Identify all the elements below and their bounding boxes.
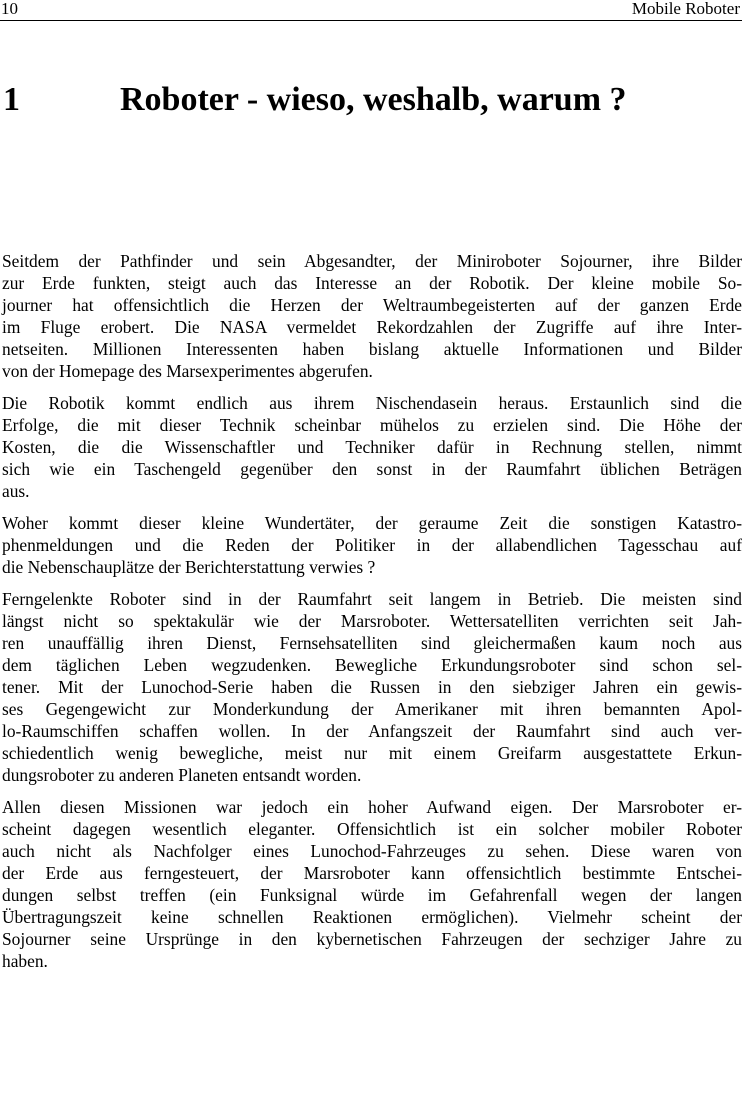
text-line: Seitdem der Pathfinder und sein Abgesandter, der Miniroboter Sojourner, ihre Bilder bbox=[2, 251, 742, 271]
text-line: aus. bbox=[2, 481, 30, 501]
paragraph bbox=[2, 392, 742, 502]
text-line: schiedentlich wenig bewegliche, meist nur mit einem Greifarm ausgestattete Erkun- bbox=[2, 743, 742, 763]
text-line: längst nicht so spektakulär wie der Marsroboter. Wettersatelliten verrichten seit Jah- bbox=[2, 611, 742, 631]
text-line: Sojourner seine Ursprünge in den kybernetischen Fahrzeugen der sechziger Jahre zu bbox=[2, 929, 742, 949]
text-line: sich wie ein Taschengeld gegenüber den sonst in der Raumfahrt üblichen Beträgen bbox=[2, 459, 742, 479]
text-line: der Erde aus ferngesteuert, der Marsroboter kann offensichtlich bestimmte Entschei- bbox=[2, 863, 742, 883]
paragraph bbox=[2, 796, 742, 972]
text-line: dem täglichen Leben wegzudenken. Bewegliche Erkundungsroboter sind schon sel- bbox=[2, 655, 742, 675]
paragraph bbox=[2, 588, 742, 786]
text-line: dungen selbst treffen (ein Funksignal würde im Gefahrenfall wegen der langen bbox=[2, 885, 742, 905]
paragraph bbox=[2, 250, 742, 382]
paragraph bbox=[2, 512, 742, 578]
chapter-title: Roboter - wieso, weshalb, warum ? bbox=[120, 81, 627, 118]
text-line: dungsroboter zu anderen Planeten entsandt worden. bbox=[2, 765, 362, 785]
text-line: lo-Raumschiffen schaffen wollen. In der Anfangszeit der Raumfahrt sind auch ver- bbox=[2, 721, 742, 741]
text-line: netseiten. Millionen Interessenten haben bislang aktuelle Informationen und Bilder bbox=[2, 339, 742, 359]
body-text bbox=[2, 250, 742, 982]
page-number: 10 bbox=[1, 0, 18, 18]
text-line: haben. bbox=[2, 951, 48, 971]
text-line: journer hat offensichtlich die Herzen der Weltraumbegeisterten auf der ganzen Erde bbox=[2, 295, 742, 315]
chapter-number: 1 bbox=[3, 81, 20, 118]
running-title: Mobile Roboter bbox=[631, 0, 740, 18]
text-line: auch nicht als Nachfolger eines Lunochod-Fahrzeuges zu sehen. Diese waren von bbox=[2, 841, 742, 861]
text-line: tener. Mit der Lunochod-Serie haben die Russen in den siebziger Jahren ein gewis- bbox=[2, 677, 742, 697]
text-line: ren unauffällig ihren Dienst, Fernsehsatelliten sind gleichermaßen kaum noch aus bbox=[2, 633, 742, 653]
text-line: Allen diesen Missionen war jedoch ein hoher Aufwand eigen. Der Marsroboter er- bbox=[2, 797, 742, 817]
text-line: Kosten, die die Wissenschaftler und Techniker dafür in Rechnung stellen, nimmt bbox=[2, 437, 742, 457]
text-line: Übertragungszeit keine schnellen Reaktionen ermöglichen). Vielmehr scheint der bbox=[2, 907, 742, 927]
text-line: ses Gegengewicht zur Monderkundung der Amerikaner mit ihren bemannten Apol- bbox=[2, 699, 742, 719]
text-line: Die Robotik kommt endlich aus ihrem Nischendasein heraus. Erstaunlich sind die bbox=[2, 393, 742, 413]
page-header bbox=[0, 0, 742, 21]
text-line: Woher kommt dieser kleine Wundertäter, der geraume Zeit die sonstigen Katastro- bbox=[2, 513, 742, 533]
text-line: im Fluge erobert. Die NASA vermeldet Rekordzahlen der Zugriffe auf ihre Inter- bbox=[2, 317, 742, 337]
text-line: von der Homepage des Marsexperimentes abgerufen. bbox=[2, 361, 373, 381]
text-line: Erfolge, die mit dieser Technik scheinbar mühelos zu erzielen sind. Die Höhe der bbox=[2, 415, 742, 435]
text-line: phenmeldungen und die Reden der Politiker in der allabendlichen Tagesschau auf bbox=[2, 535, 742, 555]
text-line: Ferngelenkte Roboter sind in der Raumfahrt seit langem in Betrieb. Die meisten sind bbox=[2, 589, 742, 609]
text-line: zur Erde funkten, steigt auch das Interesse an der Robotik. Der kleine mobile So- bbox=[2, 273, 742, 293]
text-line: die Nebenschauplätze der Berichterstattung verwies ? bbox=[2, 557, 376, 577]
text-line: scheint dagegen wesentlich eleganter. Offensichtlich ist ein solcher mobiler Roboter bbox=[2, 819, 742, 839]
